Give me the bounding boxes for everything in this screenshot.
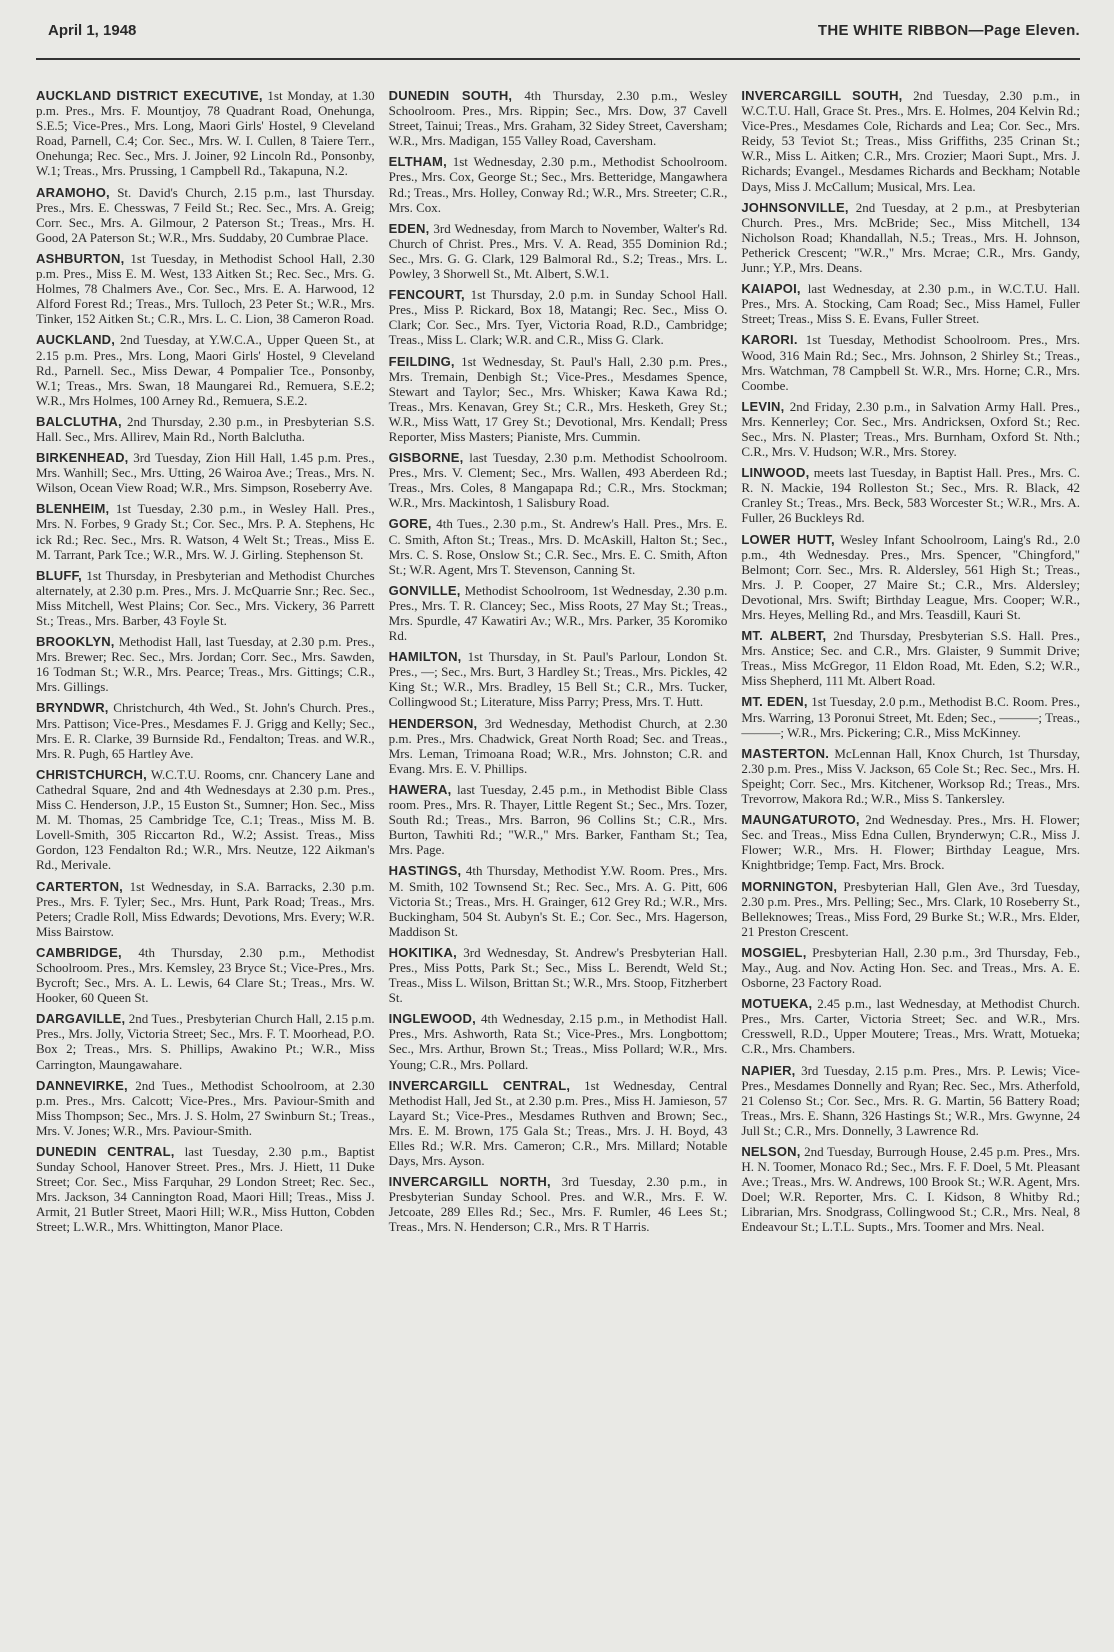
directory-entry [389, 716, 728, 776]
branch-details: 2nd Thursday, Presbyterian S.S. Hall. Pres., Mrs. Anstice; Sec. and C.R., Mrs. Glaister, 9 Summit Drive; Treas., Miss McGregor, 11 Eldon Road, Mt. Eden, S.2; W.R., Miss Shepherd, 111 Mt. Albert Road. [741, 628, 1081, 689]
branch-name: NAPIER, [741, 1062, 796, 1078]
branch-name: HOKITIKA, [388, 944, 457, 960]
page-header [36, 22, 1080, 52]
branch-details: 3rd Wednesday, Methodist Church, at 2.30 p.m. Pres., Mrs. Chadwick, Great North Road; Sec. and Treas., Mrs. Leman, Trimoana Road; W.R., Mrs. Johnston; C.R. and Evang. Mrs. E. V. Phillips. [388, 715, 728, 776]
branch-name: CAMBRIDGE, [36, 944, 122, 960]
branch-details: 4th Thursday, 2.30 p.m., Methodist Schoolroom. Pres., Mrs. Kemsley, 23 Bryce St.; Vice-Pres., Mrs. Bycroft; Sec., Mrs. A. L. Lewis, 64 Clare St.; Treas., Mrs. W. Hooker, 60 Queen St. [36, 944, 375, 1006]
branch-details: McLennan Hall, Knox Church, 1st Thursday, 2.30 p.m. Pres., Miss V. Jackson, 65 Cole St.; Rec. Sec., Mrs. H. Speight; Corr. Sec., Mrs. Kitchener, Worksop Rd.; Treas., Mrs. Trevorrow, Makora Rd.; W.R., Miss S. Tankersley. [741, 745, 1081, 807]
branch-details: 2.45 p.m., last Wednesday, at Methodist Church. Pres., Mrs. Carter, Victoria Street; Sec. and W.R., Mrs. Cresswell, R.D., Upper Moutere; Treas., Mrs. Wratt, Motueka; C.R., Mrs. Chambers. [741, 996, 1081, 1057]
directory-entry [36, 332, 375, 407]
directory-entry [741, 694, 1080, 739]
directory-entry [36, 88, 375, 179]
branch-details: Presbyterian Hall, Glen Ave., 3rd Tuesday, 2.30 p.m. Pres., Mrs. Pelling; Sec., Mrs. Clark, 10 Roseberry St., Belleknowes; Treas., Miss Ford, 29 Burke St.; W.R., Mrs. Elder, 21 Preston Crescent. [741, 878, 1081, 939]
directory-entry [389, 221, 728, 281]
branch-details: 2nd Tuesday, at Y.W.C.A., Upper Queen St., at 2.15 p.m. Pres., Mrs. Long, Maori Girls' Hostel, 9 Cleveland Rd., Parnell. Sec., Miss Dewar, 4 Pompalier Tce., Ponsonby, W.1; Treas., Mrs. Swan, 18 Maungarei Rd., Remuera, S.E.2; W.R., Mrs Holmes, 100 Arney Rd., Remuera, S.E.2. [36, 332, 375, 408]
branch-details: 1st Tuesday, 2.0 p.m., Methodist B.C. Room. Pres., Mrs. Warring, 13 Poronui Street, Mt. Eden; Sec., ———; Treas., ———; W.R., Mrs. Pickering; C.R., Miss McKinney. [741, 694, 1081, 740]
directory-entry [389, 154, 728, 214]
branch-name: AUCKLAND DISTRICT EXECUTIVE, [36, 88, 263, 103]
branch-name: LEVIN, [741, 398, 785, 414]
branch-name: HAMILTON, [388, 649, 462, 665]
directory-entry [36, 634, 375, 694]
branch-name: EDEN, [388, 220, 430, 236]
branch-name: CHRISTCHURCH, [36, 766, 147, 782]
directory-entry [389, 450, 728, 510]
directory-entry [741, 88, 1080, 194]
publication-title: THE WHITE RIBBON—Page Eleven. [817, 22, 1080, 39]
branch-name: MAUNGATUROTO, [741, 812, 860, 828]
branch-details: 2nd Wednesday. Pres., Mrs. H. Flower; Sec. and Treas., Miss Edna Cullen, Brynderwyn; C.R., Miss J. Flower; W.R., Mrs. H. Flower; Birthday League, Mrs. Knightbridge; Temp. Fact, Mrs. Brock. [741, 812, 1081, 873]
branch-name: DARGAVILLE, [36, 1011, 126, 1027]
branch-details: 2nd Tuesday, at 2 p.m., at Presbyterian Church. Pres., Mrs. McBride; Sec., Miss Mitchell, 134 Nicholson Road; Khandallah, N.5.; Treas., Mrs. H. Johnson, Petherick Crescent; "W.R.," Mrs. Mcrae; C.R., Mrs. Gandy, Junr.; Y.P., Mrs. Deans. [741, 199, 1081, 276]
directory-entry [389, 945, 728, 1005]
directory-entry [36, 945, 375, 1005]
branch-name: LOWER HUTT, [741, 531, 835, 547]
branch-name: DUNEDIN SOUTH, [388, 88, 513, 103]
branch-name: BALCLUTHA, [36, 413, 122, 429]
branch-name: JOHNSONVILLE, [741, 199, 849, 215]
directory-entry [36, 450, 375, 495]
branch-details: 3rd Wednesday, from March to November, Walter's Rd. Church of Christ. Pres., Mrs. V. A. Read, 355 Dominion Rd.; Sec., Mrs. G. G. Clark, 129 Balmoral Rd., S.2; Treas., Mrs. L. Powley, 3 Shorwell St., Mt. Albert, S.W.1. [388, 220, 728, 282]
branch-details: 4th Thursday, Methodist Y.W. Room. Pres., Mrs. M. Smith, 102 Townsend St.; Rec. Sec., Mrs. A. G. Pitt, 606 Victoria St.; Treas., Mrs. H. Grainger, 612 Grey Rd.; W.R., Mrs. Buckingham, 504 St. Aubyn's St. E.; Cor. Sec., Mrs. Hagerson, Maddison St. [388, 863, 728, 939]
branch-name: LINWOOD, [741, 465, 810, 481]
directory-entry [36, 1078, 375, 1138]
branch-name: KAIAPOI, [741, 281, 801, 297]
branch-details: 1st Wednesday, Central Methodist Hall, Jed St., at 2.30 p.m. Pres., Miss H. Jamieson, 57 Layard St.; Vice-Pres., Mesdames Ruthven and Brown; Sec., Mrs. E. M. Brown, 175 Gala St.; Treas., Mrs. J. H. Boyd, 43 Elles Rd.; W.R. Mrs. Cameron; C.R., Mrs. Millard; Notable Days, Mrs. Ayson. [388, 1077, 728, 1169]
column-3 [741, 88, 1080, 1241]
directory-entry [389, 583, 728, 643]
branch-name: INVERCARGILL CENTRAL, [388, 1077, 571, 1093]
branch-details: meets last Tuesday, in Baptist Hall. Pres., Mrs. C. R. N. Mackie, 194 Rolleston St.; Sec., Mrs. R. Black, 42 Cranley St.; Treas., Mrs. Beck, 583 Worcester St.; W.R., Mrs. A. Fuller, 26 Buckleys Rd. [741, 465, 1081, 526]
directory-entry [389, 1078, 728, 1169]
directory-entry [741, 1063, 1080, 1138]
branch-details: Wesley Infant Schoolroom, Laing's Rd., 2.0 p.m., 4th Wednesday. Pres., Mrs. Spencer, "Chingford," Belmont; Corr. Sec., Mrs. R. Aldersley, 561 High St.; Treas., Mrs. J. P. Cooper, 27 Maire St.; C.R., Mrs. Aldersley; Devotional, Mrs. Swift; Birthday League, Mrs. Cooper; W.R., Mrs. Heyes, Melling Rd., and Mrs. Teasdill, Kauri St. [741, 531, 1081, 622]
branch-name: MASTERTON. [741, 745, 830, 761]
directory-entry [741, 200, 1080, 275]
branch-details: 2nd Thursday, 2.30 p.m., in Presbyterian S.S. Hall. Sec., Mrs. Allirev, Main Rd., North Balclutha. [36, 413, 375, 444]
branch-details: 1st Wednesday, St. Paul's Hall, 2.30 p.m. Pres., Mrs. Tremain, Denbigh St.; Vice-Pres., Mesdames Spence, Stewart and Taylor; Sec., Mrs. Whisker; Kawa Kawa Rd.; Treas., Mrs. Kenavan, Grey St.; C.R., Mrs. Hesketh, Grey St.; W.R., Miss Watt, 17 Grey St.; Devotional, Mrs. Kendall; Press Reporter, Miss Masters; Pianiste, Mrs. Cummin. [388, 353, 728, 444]
branch-details: 1st Thursday, in St. Paul's Parlour, London St. Pres., —; Sec., Mrs. Burt, 3 Hardley St.; Treas., Mrs. Pickles, 42 King St.; W.R., Mrs. Bradley, 15 Bell St.; C.R., Mrs. Tucker, Collingwood St.; Literature, Miss Parry; Press, Mrs. T. Hutt. [388, 649, 728, 710]
branch-name: DANNEVIRKE, [36, 1077, 128, 1093]
issue-date: April 1, 1948 [48, 22, 137, 39]
column-1 [36, 88, 375, 1241]
directory-entry [36, 767, 375, 873]
branch-details: 1st Wednesday, 2.30 p.m., Methodist Schoolroom. Pres., Mrs. Cox, George St.; Sec., Mrs. Betteridge, Mangawhera Rd.; Treas., Mrs. Holley, Conway Rd.; W.R., Mrs. Streeter; C.R., Mrs. Cox. [388, 154, 728, 215]
branch-details: 3rd Tuesday, Zion Hill Hall, 1.45 p.m. Pres., Mrs. Wanhill; Sec., Mrs. Utting, 26 Wairoa Ave.; Treas., Mrs. N. Wilson, Ocean View Road; W.R., Mrs. Simpson, Roseberry Ave. [36, 450, 375, 496]
directory-entry [741, 1144, 1080, 1235]
directory-entry [389, 287, 728, 347]
branch-details: 4th Tues., 2.30 p.m., St. Andrew's Hall. Pres., Mrs. E. C. Smith, Afton St.; Treas., Mrs. D. McAskill, Halton St.; Sec., Mrs. C. S. Rose, Onslow St.; C.R. Sec., Mrs. E. C. Smith, Afton St.; W.R. Agent, Mrs T. Stevenson, Canning St. [388, 516, 728, 577]
branch-name: INGLEWOOD, [388, 1011, 476, 1027]
branch-details: last Tuesday, 2.45 p.m., in Methodist Bible Class room. Pres., Mrs. R. Thayer, Little Regent St.; Sec., Mrs. Tozer, South Rd.; Treas., Mrs. Barron, 96 Collins St.; C.R., Mrs. Burton, Tawhiti Rd.; "W.R.," Mrs. Barker, Fantham St.; Tea, Mrs. Page. [388, 781, 728, 858]
branch-details: 1st Thursday, 2.0 p.m. in Sunday School Hall. Pres., Miss P. Rickard, Box 18, Matangi; Rec. Sec., Miss O. Clark; Cor. Sec., Mrs. Tyer, Victoria Road, R.D., Cambridge; Treas., Miss L. Clark; W.R. and C.R., Miss G. Clark. [388, 287, 728, 348]
branch-details: Methodist Schoolroom, 1st Wednesday, 2.30 p.m. Pres., Mrs. T. R. Clancey; Sec., Miss Roots, 27 May St.; Treas., Mrs. Spurdle, 47 Kawatiri Av.; W.R., Mrs. Parker, 35 Koromiko Rd. [388, 582, 728, 644]
branch-details: 4th Thursday, 2.30 p.m., Wesley Schoolroom. Pres., Mrs. Rippin; Sec., Mrs. Dow, 37 Cavell Street, Tainui; Treas., Mrs. Graham, 32 Sidey Street, Caversham; W.R., Mrs. Madigan, 155 Valley Road, Caversham. [388, 88, 728, 149]
branch-details: W.C.T.U. Rooms, cnr. Chancery Lane and Cathedral Square, 2nd and 4th Wednesdays at 2.30 p.m. Pres., Miss C. Henderson, J.P., 15 Euston St., Sumner; Hon. Sec., Miss M. M. Thomas, 25 Cambridge Tce, C.1; Treas., Miss M. B. Lovell-Smith, 305 Riccarton Rd., W.2; Assist. Treas., Miss Gordon, 123 Fendalton Rd.; W.R., Mrs. Neutze, 122 Aikman's Rd., Merivale. [36, 766, 375, 873]
branch-details: Methodist Hall, last Tuesday, at 2.30 p.m. Pres., Mrs. Brewer; Rec. Sec., Mrs. Jordan; Corr. Sec., Mrs. Sawden, 16 Todman St.; W.R., Mrs. Pearce; Treas., Mrs. Gittings; C.R., Mrs. Gillings. [36, 634, 375, 695]
branch-name: ARAMOHO, [36, 184, 110, 200]
branch-details: 1st Tuesday, 2.30 p.m., in Wesley Hall. Pres., Mrs. N. Forbes, 9 Grady St.; Cor. Sec., Mrs. P. A. Stephens, Hc ick Rd.; Rec. Sec., Mrs. R. Watson, 4 Welt St.; Treas., Miss E. M. Tarrant, Park Tce.; W.R., Mrs. W. J. Girling. Stephenson St. [36, 501, 375, 562]
branch-name: BLENHEIM, [36, 501, 110, 517]
directory-entry [36, 879, 375, 939]
branch-name: MT. EDEN, [741, 694, 808, 710]
branch-details: 2nd Tuesday, Burrough House, 2.45 p.m. Pres., Mrs. H. N. Toomer, Monaco Rd.; Sec., Mrs. F. F. Doel, 5 Mt. Pleasant Ave.; Treas., Mrs. W. Andrews, 100 Brook St.; W.R. Agent, Mrs. Doel; W.R. Reporter, Mrs. C. I. Kidson, 8 Whitby Rd.; Librarian, Mrs. Snodgrass, Collingwood St.; C.R., Mrs. Neal, 8 Endeavour St.; L.T.L. Supts., Mrs. Toomer and Mrs. Neal. [741, 1144, 1081, 1235]
branch-details: 3rd Tuesday, 2.15 p.m. Pres., Mrs. P. Lewis; Vice-Pres., Mesdames Donnelly and Ryan; Rec. Sec., Mrs. Atherfold, 21 Colenso St.; Cor. Sec., Mrs. R. G. Martin, 56 Battery Road; Treas., Mrs. E. Shann, 326 Hastings St.; W.R., Mrs. Gwynne, 24 Jull St.; C.R., Mrs. Donnelly, 3 Lawrence Rd. [741, 1062, 1081, 1138]
branch-name: ASHBURTON, [36, 250, 125, 266]
directory-entry [389, 516, 728, 576]
directory-entry [389, 88, 728, 148]
branch-details: last Wednesday, at 2.30 p.m., in W.C.T.U. Hall. Pres., Mrs. A. Stocking, Cam Road; Sec., Miss Hamel, Fuller Street; Treas., Miss S. E. Evans, Fuller Street. [741, 281, 1081, 327]
directory-entry [36, 414, 375, 444]
branch-details: Christchurch, 4th Wed., St. John's Church. Pres., Mrs. Pattison; Vice-Pres., Mesdames F. J. Grigg and Kelly; Sec., Mrs. E. R. Clarke, 39 Burnside Rd., Fendalton; Treas. and W.R., Mrs. R. Pugh, 65 Hartley Ave. [36, 700, 375, 761]
branch-details: St. David's Church, 2.15 p.m., last Thursday. Pres., Mrs. E. Chesswas, 7 Feild St.; Rec. Sec., Mrs. A. Greig; Corr. Sec., Mrs. A. Gilmour, 2 Paterson St.; Treas., Mrs. H. Good, 2A Paterson St.; W.R., Mrs. Suddaby, 20 Cumbrae Place. [36, 184, 375, 245]
directory-entry [36, 1011, 375, 1071]
directory-entry [389, 782, 728, 857]
directory-entry [389, 649, 728, 709]
directory-entry [36, 568, 375, 628]
branch-name: MOTUEKA, [741, 996, 813, 1012]
directory-entry [741, 812, 1080, 872]
directory-entry [36, 700, 375, 760]
branch-name: AUCKLAND, [36, 332, 116, 348]
branch-name: HENDERSON, [388, 715, 478, 731]
branch-name: BIRKENHEAD, [36, 450, 129, 466]
branch-details: last Tuesday, 2.30 p.m., Baptist Sunday School, Hanover Street. Pres., Mrs. J. Hiett, 11 Duke Street; Cor. Sec., Miss Farquhar, 29 London Street; Rec. Sec., Mrs. Jackson, 34 Cannington Road, Maori Hill; Treas., Miss J. Armit, 21 Butler Street, Maori Hill; W.R., Miss Hutton, Cobden Street; L.W.R., Mrs. Whittington, Manor Place. [36, 1144, 375, 1235]
branch-name: ELTHAM, [388, 154, 447, 170]
branch-details: last Tuesday, 2.30 p.m. Methodist Schoolroom. Pres., Mrs. V. Clement; Sec., Mrs. Wallen, 493 Aberdeen Rd.; Treas., Mrs. Coles, 8 Mangapapa Rd.; C.R., Mrs. Stockman; W.R., Mrs. Mackintosh, 1 Salisbury Road. [388, 450, 728, 511]
directory-entry [741, 465, 1080, 525]
directory-entry [36, 185, 375, 245]
branch-details: 3rd Wednesday, St. Andrew's Presbyterian Hall. Pres., Miss Potts, Park St.; Sec., Miss L. Berendt, Weld St.; Treas., Miss L. Wilson, Brittan St.; W.R., Mrs. Stoop, Fitzherbert St. [388, 944, 728, 1006]
branch-name: BRYNDWR, [36, 700, 109, 716]
directory-entry [36, 501, 375, 561]
directory-columns [36, 60, 1080, 1241]
branch-name: INVERCARGILL NORTH, [388, 1174, 551, 1190]
branch-name: GORE, [388, 516, 432, 532]
branch-name: GONVILLE, [388, 582, 461, 598]
branch-details: 2nd Friday, 2.30 p.m., in Salvation Army Hall. Pres., Mrs. Kennerley; Cor. Sec., Mrs. Andricksen, Oxford St.; Rec. Sec., Mrs. N. Plaster; Treas., Mrs. Burnham, Oxford St. Nth.; C.R., Mrs. V. Hudson; W.R., Mrs. Storey. [741, 398, 1081, 460]
branch-details: 2nd Tues., Methodist Schoolroom, at 2.30 p.m. Pres., Mrs. Calcott; Vice-Pres., Mrs. Paviour-Smith and Miss Thompson; Sec., Mrs. J. S. Holm, 27 Swinburn St.; Treas., Mrs. V. Jones; W.R., Mrs. Paviour-Smith. [36, 1077, 375, 1138]
branch-name: HASTINGS, [388, 863, 462, 879]
directory-entry [389, 1011, 728, 1071]
branch-details: Presbyterian Hall, 2.30 p.m., 3rd Thursday, Feb., May., Aug. and Nov. Acting Hon. Sec. and Treas., Mrs. A. E. Osborne, 23 Factory Road. [741, 944, 1081, 991]
branch-details: 2nd Tues., Presbyterian Church Hall, 2.15 p.m. Pres., Mrs. Jolly, Victoria Street; Sec., Mrs. F. T. Moorhead, P.O. Box 2; Treas., Mrs. S. Phillips, Awakino Pt.; W.R., Miss Carrington, Maungawahare. [36, 1011, 375, 1072]
directory-entry [36, 251, 375, 326]
branch-name: MT. ALBERT, [741, 628, 827, 644]
branch-name: DUNEDIN CENTRAL, [36, 1144, 175, 1159]
directory-entry [389, 1174, 728, 1234]
branch-details: 1st Monday, at 1.30 p.m. Pres., Mrs. F. Mountjoy, 78 Quadrant Road, Onehunga, S.E.5; Vice-Pres., Mrs. Long, Maori Girls' Hostel, 9 Cleveland Road, Parnell, C.4; Cor. Sec., Mrs. W. I. Cullen, 8 Taiere Terr., Onehunga; Rec. Sec., Mrs. J. Joiner, 92 Lincoln Rd., Ponsonby, W.1; Treas., Mrs. Prussing, 1 Campbell Rd., Takapuna, N.2. [36, 88, 375, 179]
branch-name: HAWERA, [388, 781, 452, 797]
branch-name: CARTERTON, [36, 878, 123, 894]
branch-name: BLUFF, [36, 567, 82, 583]
branch-name: FENCOURT, [388, 287, 465, 303]
directory-entry [741, 996, 1080, 1056]
branch-details: 1st Wednesday, in S.A. Barracks, 2.30 p.m. Pres., Mrs. F. Tyler; Sec., Mrs. Hunt, Park Road; Treas., Mrs. Peters; Cradle Roll, Miss Edwards; Devotions, Mrs. Every; W.R. Miss Bairstow. [36, 878, 375, 939]
directory-entry [741, 399, 1080, 459]
directory-entry [389, 863, 728, 938]
directory-entry [741, 628, 1080, 688]
directory-entry [741, 879, 1080, 939]
branch-name: INVERCARGILL SOUTH, [741, 88, 903, 103]
branch-name: GISBORNE, [388, 450, 464, 466]
branch-name: BROOKLYN, [36, 634, 115, 650]
directory-entry [741, 332, 1080, 392]
directory-entry [741, 532, 1080, 623]
branch-details: 1st Thursday, in Presbyterian and Methodist Churches alternately, at 2.30 p.m. Pres., Mrs. J. McQuarrie Snr.; Rec. Sec., Miss Mitchell, West Plains; Cor. Sec., Mrs. Vickery, 36 Parrett St.; Treas., Mrs. Barber, 43 Foyle St. [36, 567, 375, 628]
branch-details: 4th Wednesday, 2.15 p.m., in Methodist Hall. Pres., Mrs. Ashworth, Rata St.; Vice-Pres., Mrs. Longbottom; Sec., Mrs. Arthur, Brown St.; Treas., Miss Pollard; W.R., Mrs. Young; C.R., Mrs. Pollard. [388, 1011, 728, 1072]
directory-entry [741, 746, 1080, 806]
branch-details: 1st Tuesday, in Methodist School Hall, 2.30 p.m. Pres., Miss E. M. West, 133 Aitken St.; Rec. Sec., Mrs. G. Holmes, 78 Chalmers Ave., Cor. Sec., Mrs. E. A. Harwood, 12 Alford Forest Rd.; Treas., Mrs. Tulloch, 23 Peter St.; W.R., Mrs. Tinker, 152 Aitken St.; C.R., Mrs. L. C. Lion, 38 Cameron Road. [36, 250, 375, 327]
branch-name: MORNINGTON, [741, 878, 838, 894]
directory-entry [741, 281, 1080, 326]
column-2 [389, 88, 728, 1241]
branch-name: FEILDING, [388, 353, 455, 369]
directory-entry [389, 354, 728, 445]
directory-entry [741, 945, 1080, 990]
branch-name: NELSON, [741, 1144, 801, 1159]
branch-name: KARORI. [741, 332, 798, 348]
branch-details: 1st Tuesday, Methodist Schoolroom. Pres., Mrs. Wood, 316 Main Rd.; Sec., Mrs. Johnson, 2 Shirley St.; Treas., Mrs. Watchman, 78 Campbell St. W.R., Mrs. Horne; C.R., Mrs. Coombe. [741, 332, 1081, 393]
branch-details: 2nd Tuesday, 2.30 p.m., in W.C.T.U. Hall, Grace St. Pres., Mrs. E. Holmes, 204 Kelvin Rd.; Vice-Pres., Mesdames Cole, Richards and Lea; Cor. Sec., Mrs. Reidy, 53 Teviot St.; Treas., Miss Griffiths, 235 Crinan St.; W.R., Miss L. Aitken; C.R., Mrs. Crozier; Maori Supt., Mrs. J. Richards; Evangel., Mesdames Richards and Beckham; Notable Days, Miss J. McCallum; Musical, Mrs. Lea. [741, 88, 1081, 194]
branch-details: 3rd Tuesday, 2.30 p.m., in Presbyterian Sunday School. Pres. and W.R., Mrs. F. W. Jetcoate, 289 Elles Rd.; Sec., Mrs. F. Rumler, 46 Lees St.; Treas., Mrs. N. Henderson; C.R., Mrs. R T Harris. [388, 1174, 728, 1235]
branch-name: MOSGIEL, [741, 944, 807, 960]
directory-entry [36, 1144, 375, 1235]
